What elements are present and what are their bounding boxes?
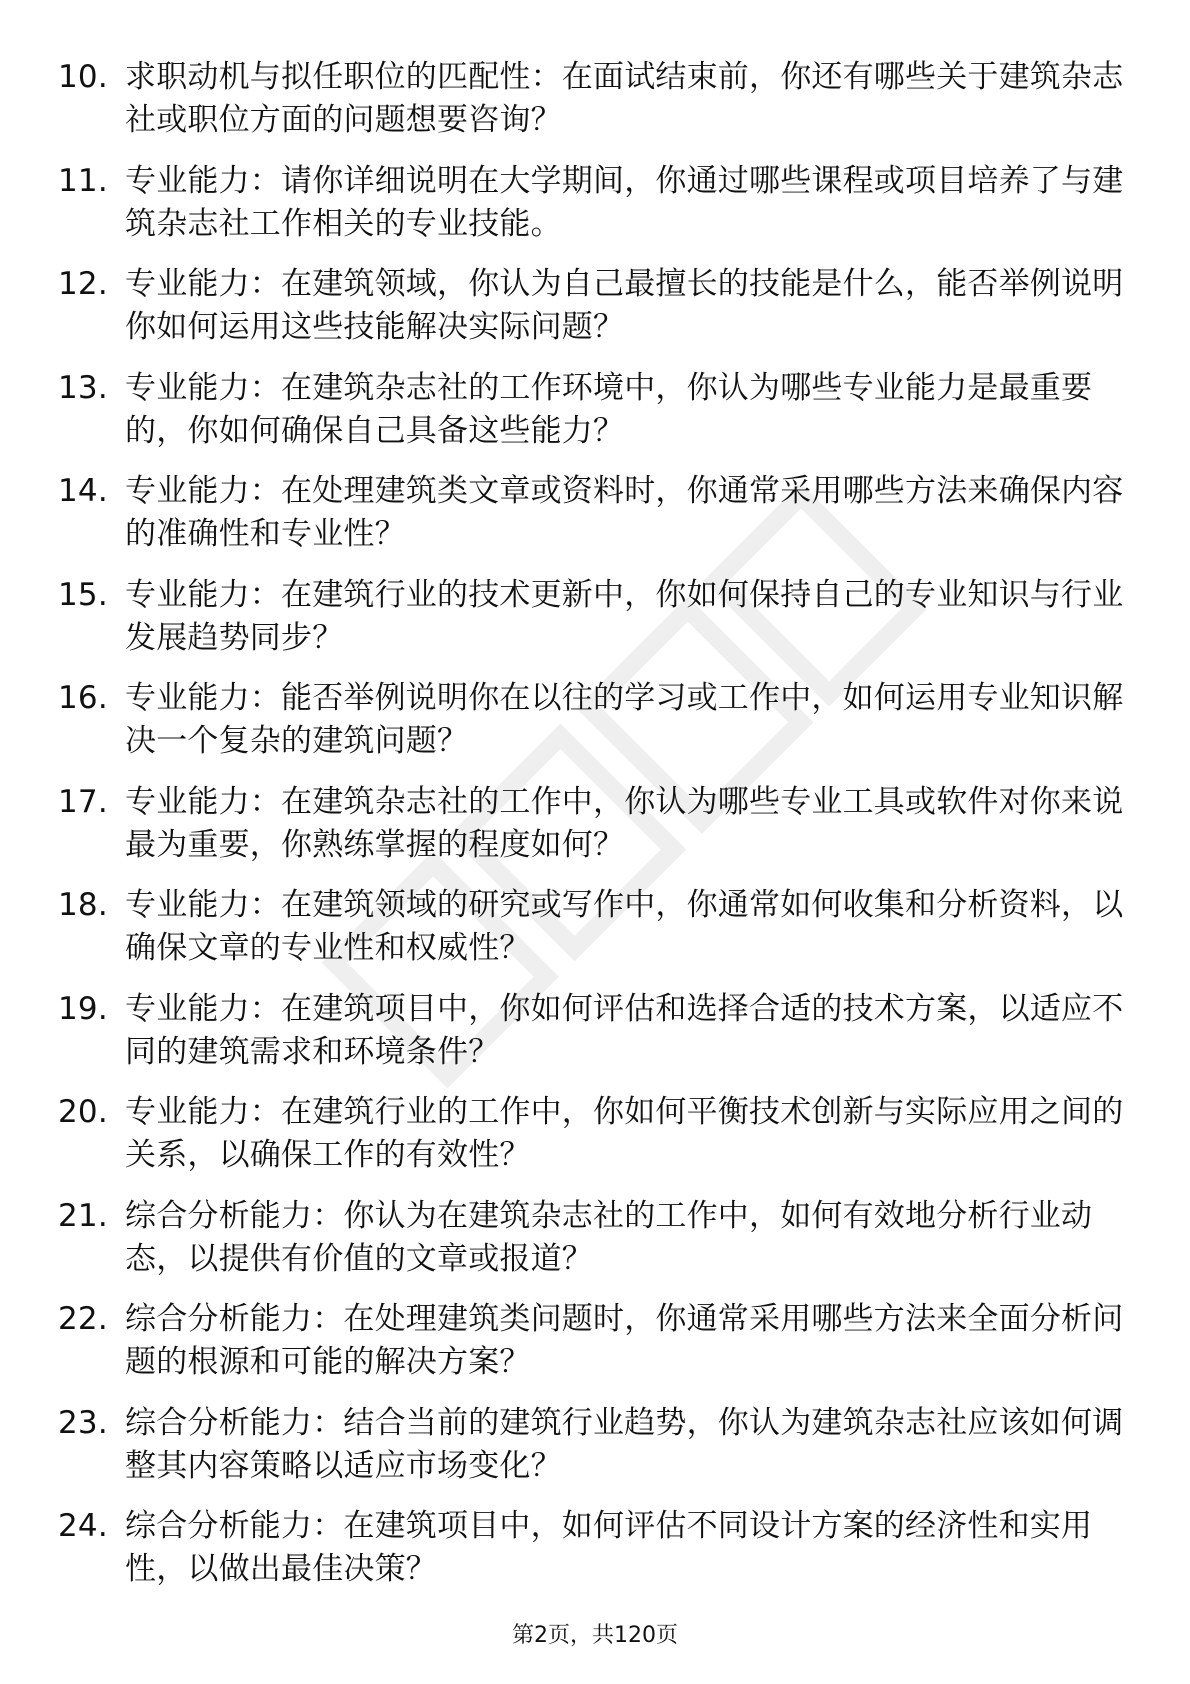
question-text: 综合分析能力：在建筑项目中，如何评估不同设计方案的经济性和实用性，以做出最佳决策？ — [125, 1508, 1093, 1587]
question-number: 11. — [58, 162, 108, 199]
question-number: 18. — [58, 887, 108, 923]
question-list — [58, 56, 1128, 1609]
question-item — [58, 263, 1128, 349]
question-item — [58, 1505, 1128, 1591]
question-item — [58, 1091, 1128, 1177]
question-item — [58, 1402, 1128, 1488]
question-text: 专业能力：在建筑杂志社的工作中，你认为哪些专业工具或软件对你来说最为重要，你熟练掌握的程度如何？ — [125, 783, 1124, 863]
question-text: 综合分析能力：你认为在建筑杂志社的工作中，如何有效地分析行业动态，以提供有价值的文章或报道？ — [125, 1197, 1093, 1277]
question-text: 专业能力：在建筑杂志社的工作环境中，你认为哪些专业能力是最重要的，你如何确保自己具备这些能力？ — [125, 369, 1093, 449]
question-item — [58, 677, 1128, 763]
question-number: 15. — [58, 576, 108, 613]
question-number: 16. — [58, 680, 108, 716]
question-item — [58, 367, 1128, 453]
question-number: 23. — [58, 1404, 108, 1441]
question-item — [58, 160, 1128, 246]
question-number: 19. — [58, 990, 108, 1027]
question-number: 24. — [58, 1508, 108, 1544]
question-number: 21. — [58, 1197, 108, 1234]
question-number: 14. — [58, 473, 108, 509]
question-text: 综合分析能力：结合当前的建筑行业趋势，你认为建筑杂志社应该如何调整其内容策略以适应市场变化？ — [125, 1404, 1124, 1484]
question-item — [58, 470, 1128, 556]
question-item — [58, 1195, 1128, 1281]
question-number: 10. — [58, 59, 108, 95]
question-text: 专业能力：在建筑行业的技术更新中，你如何保持自己的专业知识与行业发展趋势同步？ — [125, 576, 1124, 656]
question-text: 综合分析能力：在处理建筑类问题时，你通常采用哪些方法来全面分析问题的根源和可能的解决方案？ — [125, 1301, 1124, 1380]
question-number: 20. — [58, 1094, 108, 1130]
question-number: 13. — [58, 369, 108, 406]
question-text: 专业能力：在建筑领域的研究或写作中，你通常如何收集和分析资料，以确保文章的专业性和权威性？ — [125, 887, 1124, 966]
question-text: 专业能力：在处理建筑类文章或资料时，你通常采用哪些方法来确保内容的准确性和专业性？ — [125, 473, 1124, 552]
question-number: 17. — [58, 783, 108, 820]
question-text: 专业能力：在建筑项目中，你如何评估和选择合适的技术方案，以适应不同的建筑需求和环境条件？ — [125, 990, 1124, 1070]
question-text: 专业能力：能否举例说明你在以往的学习或工作中，如何运用专业知识解决一个复杂的建筑问题？ — [125, 680, 1124, 759]
page-footer: 第2页，共120页 — [512, 1623, 678, 1648]
question-text: 专业能力：请你详细说明在大学期间，你通过哪些课程或项目培养了与建筑杂志社工作相关的专业技能。 — [125, 162, 1124, 242]
question-item — [58, 781, 1128, 867]
question-item — [58, 56, 1128, 142]
question-text: 专业能力：在建筑行业的工作中，你如何平衡技术创新与实际应用之间的关系，以确保工作的有效性？ — [125, 1094, 1124, 1173]
question-item — [58, 574, 1128, 660]
question-item — [58, 1298, 1128, 1384]
question-item — [58, 884, 1128, 970]
question-number: 22. — [58, 1301, 108, 1337]
question-item — [58, 988, 1128, 1074]
question-text: 专业能力：在建筑领域，你认为自己最擅长的技能是什么，能否举例说明你如何运用这些技能解决实际问题？ — [125, 266, 1124, 345]
question-number: 12. — [58, 266, 108, 302]
question-text: 求职动机与拟任职位的匹配性：在面试结束前，你还有哪些关于建筑杂志社或职位方面的问题想要咨询？ — [125, 59, 1124, 138]
